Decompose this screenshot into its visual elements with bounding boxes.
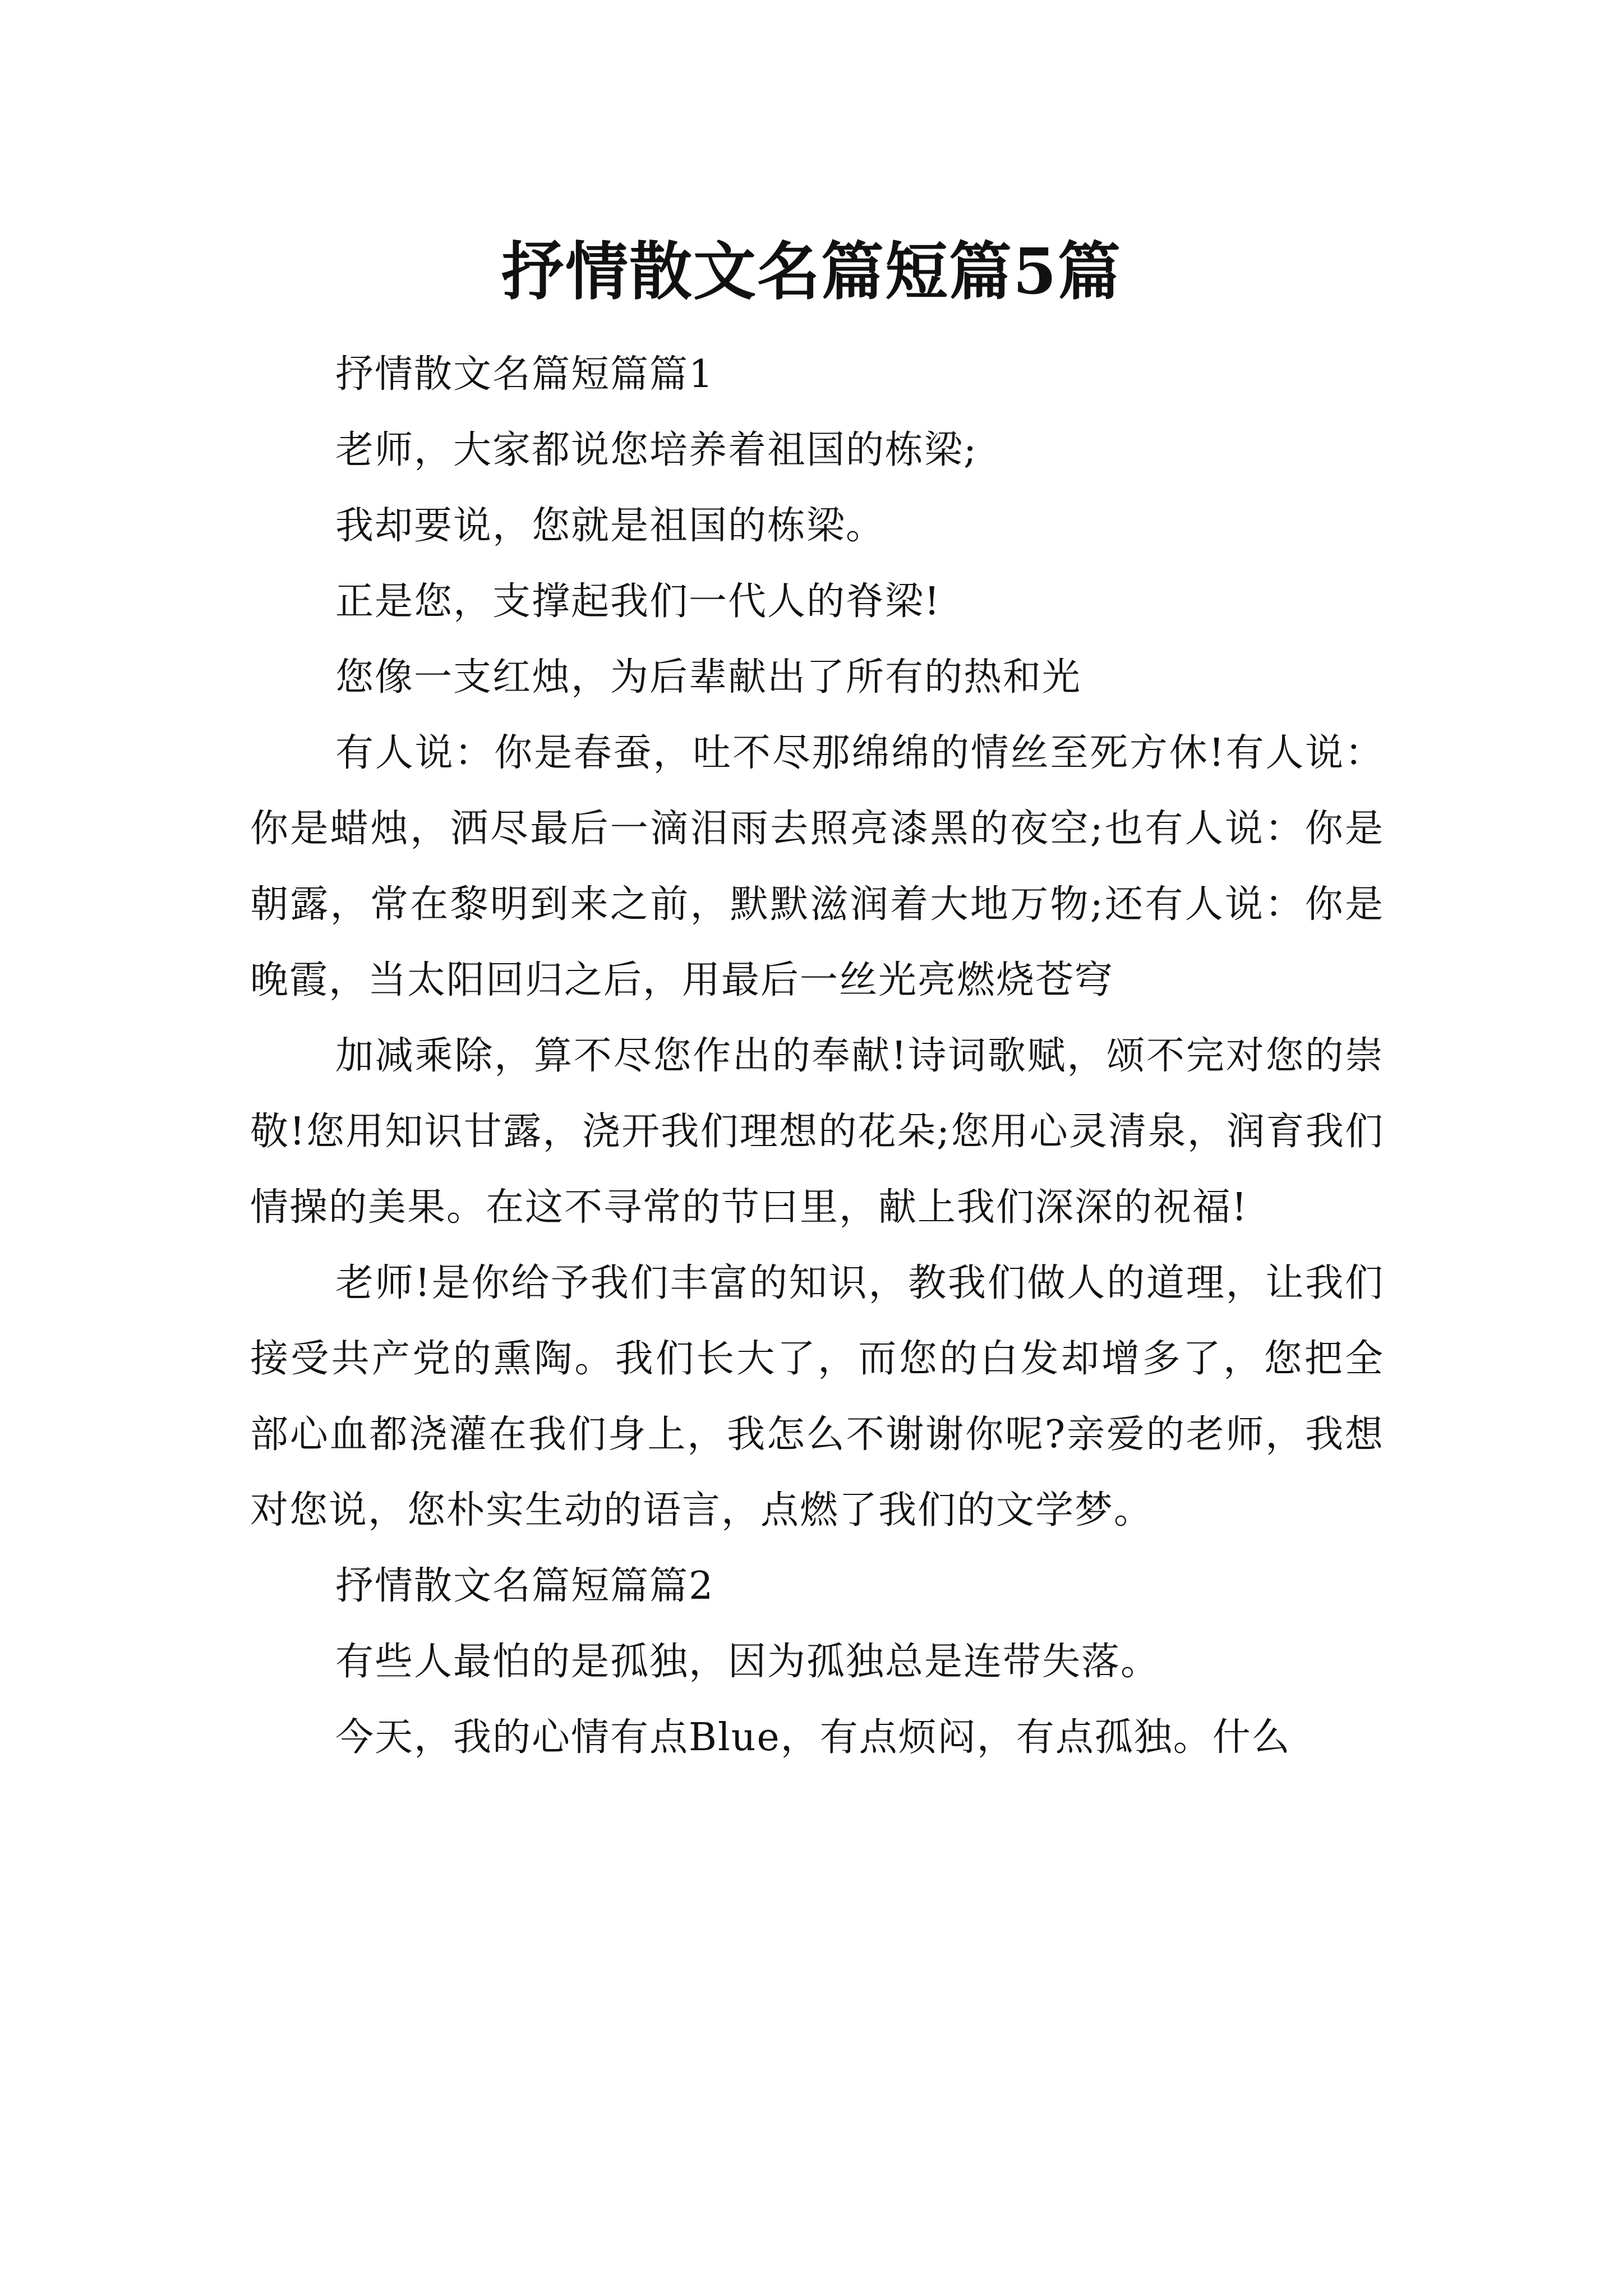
paragraph: 有些人最怕的是孤独，因为孤独总是连带失落。 (335, 1640, 1160, 1684)
paragraph: 抒情散文名篇短篇篇2 (335, 1564, 714, 1608)
paragraph: 我却要说，您就是祖国的栋梁。 (335, 504, 886, 548)
paragraph: 您像一支红烛，为后辈献出了所有的热和光 (335, 655, 1082, 700)
paragraph: 正是您，支撑起我们一代人的脊梁! (335, 579, 941, 624)
paragraph: 老师，大家都说您培养着祖国的栋梁; (335, 428, 978, 472)
document-title: 抒情散文名篇短篇5篇 (501, 235, 1122, 309)
paragraph: 加减乘除，算不尽您作出的奉献!诗词歌赋，颂不完对您的崇敬!您用知识甘露，浇开我们理想的花朵;您用心灵清泉，润育我们情操的美果。在这不寻常的节曰里，献上我们深深的祝福! (250, 1034, 1384, 1230)
document-body (250, 337, 1384, 1775)
paragraph: 有人说：你是春蚕，吐不尽那绵绵的情丝至死方休!有人说：你是蜡烛，洒尽最后一滴泪雨去照亮漆黑的夜空;也有人说：你是朝露，常在黎明到来之前，默默滋润着大地万物;还有人说：你是晚霞，当太阳回归之后，用最后一丝光亮燃烧苍穹 (250, 731, 1384, 1002)
paragraph: 抒情散文名篇短篇篇1 (335, 352, 714, 397)
paragraph: 老师!是你给予我们丰富的知识，教我们做人的道理，让我们接受共产党的熏陶。我们长大了，而您的白发却增多了，您把全部心血都浇灌在我们身上，我怎么不谢谢你呢?亲爱的老师，我想对您说，您朴实生动的语言，点燃了我们的文学梦。 (250, 1261, 1384, 1533)
paragraph: 今天，我的心情有点Blue，有点烦闷，有点孤独。什么 (335, 1715, 1291, 1760)
